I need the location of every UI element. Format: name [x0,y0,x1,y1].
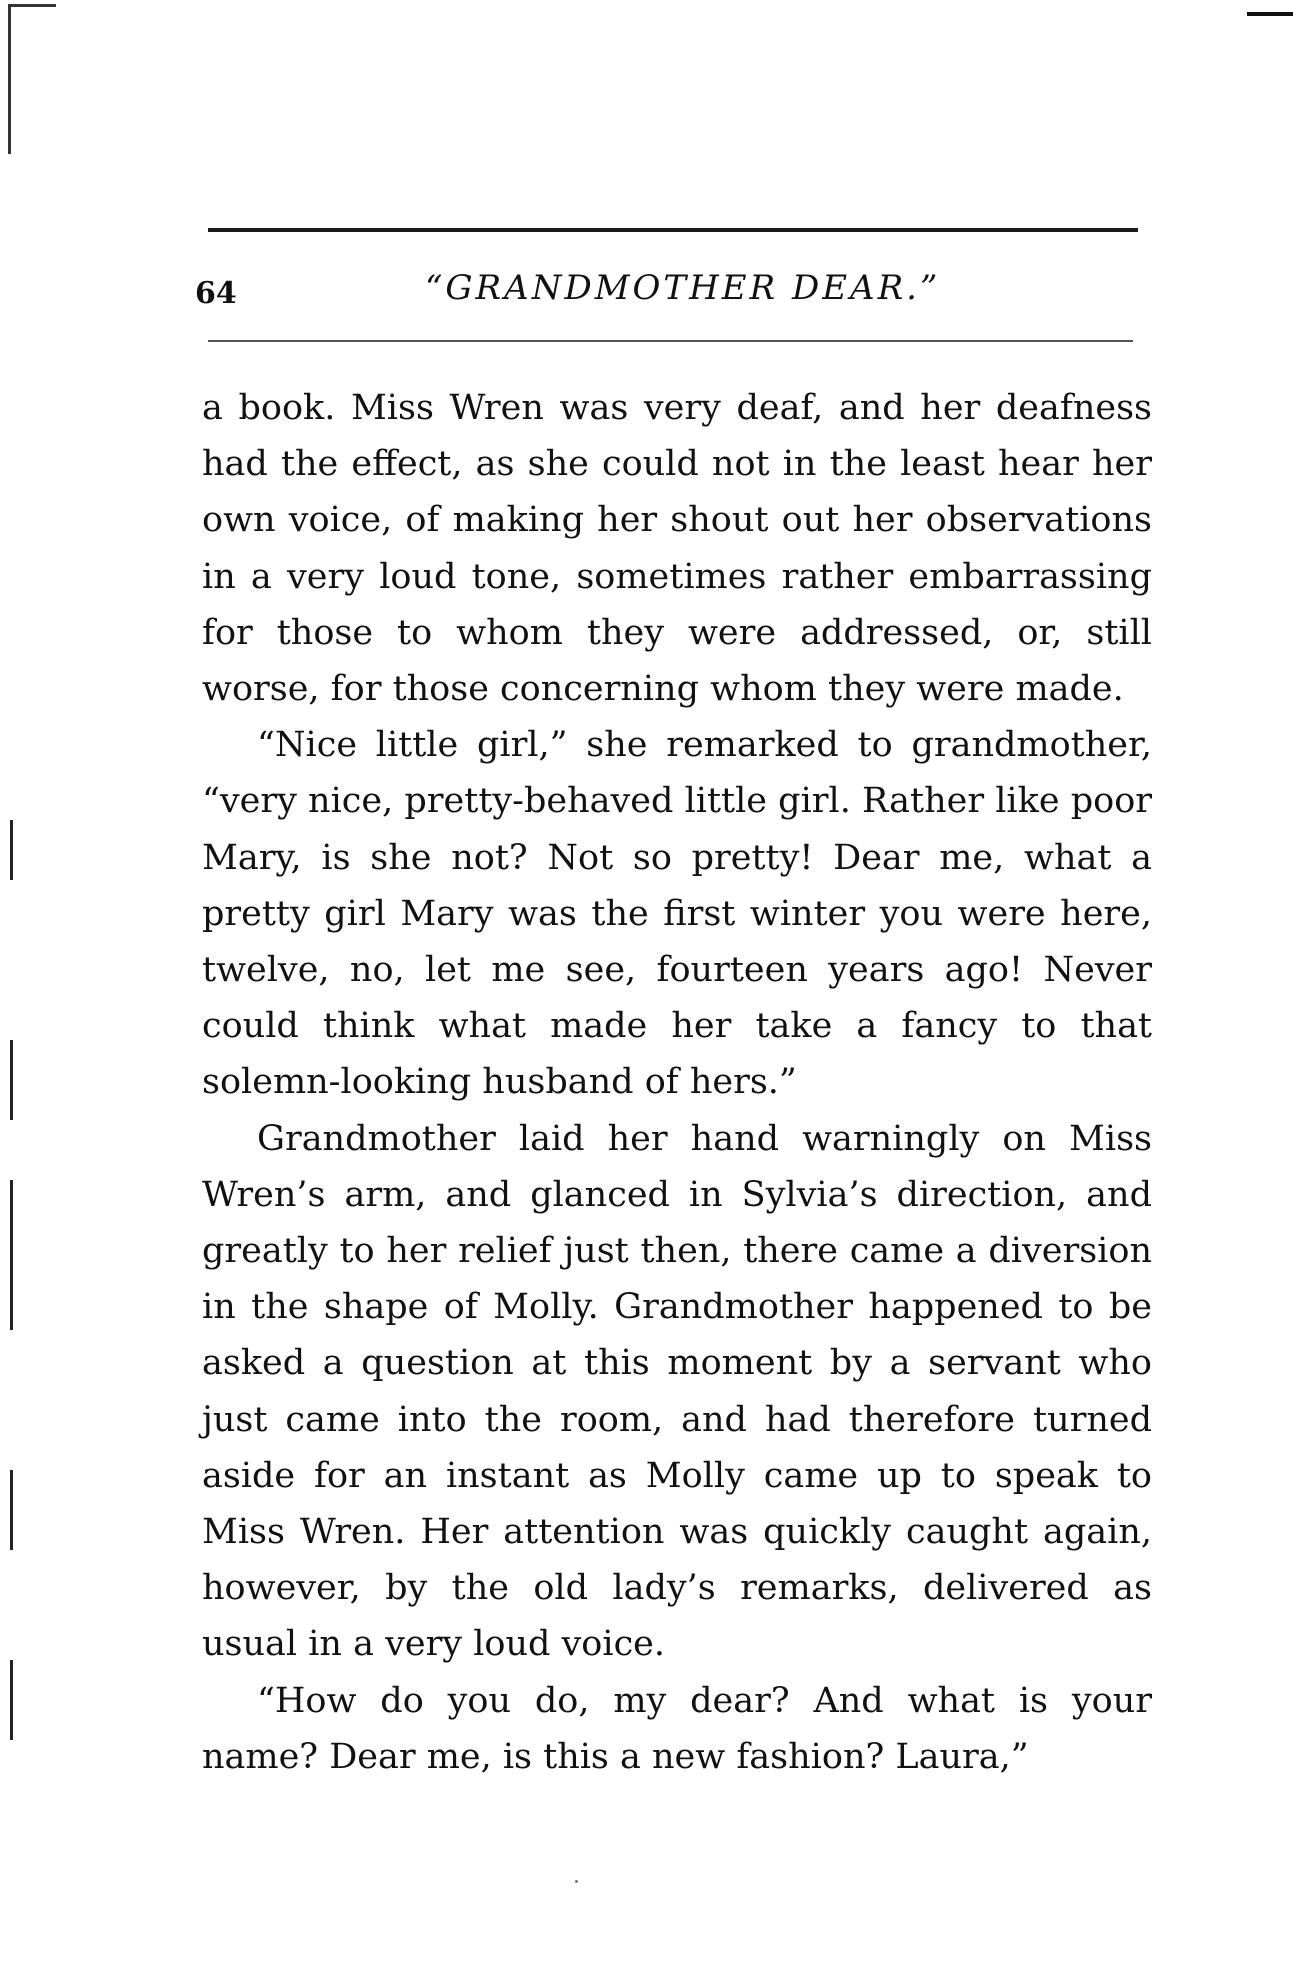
scan-edge-mark [8,4,11,154]
page-number: 64 [195,276,237,311]
header-underline [208,340,1133,342]
scan-edge-mark [10,1040,13,1120]
scan-edge-mark [10,820,13,880]
scan-edge-mark [10,1660,13,1740]
scan-edge-mark [10,1180,13,1330]
running-title: “GRANDMOTHER DEAR.” [425,268,941,308]
scan-edge-mark [1247,12,1293,16]
scan-speck [575,1880,578,1883]
paragraph: “Nice little girl,” she remarked to grandmother, “very nice, pretty-behaved little girl. Rather like poor Mary, is she not? Not so pretty! Dear me, what a pretty girl Mary was the first winter you were here, twelve, no, let me see, fourteen years ago! Never could think what made her take a fancy to that solemn-looking husband of hers.” [202,725,1152,1103]
body-text [202,380,1152,1785]
scan-edge-mark [8,4,56,7]
scan-edge-mark [10,1470,13,1550]
page-header [195,268,1145,318]
header-rule [208,228,1138,232]
paragraph: “How do you do, my dear? And what is your name? Dear me, is this a new fashion? Laura,” [202,1680,1152,1777]
paragraph: Grandmother laid her hand warningly on Miss Wren’s arm, and glanced in Sylvia’s direction, and greatly to her relief just then, there came a diversion in the shape of Molly. Grandmother happened to be asked a question at this moment by a servant who just came into the room, and had therefore turned aside for an instant as Molly came up to speak to Miss Wren. Her attention was quickly caught again, however, by the old lady’s remarks, delivered as usual in a very loud voice. [202,1118,1152,1665]
paragraph: a book. Miss Wren was very deaf, and her deafness had the effect, as she could not in the least hear her own voice, of making her shout out her observations in a very loud tone, sometimes rather embarrassing for those to whom they were addressed, or, still worse, for those concerning whom they were made. [202,388,1152,710]
